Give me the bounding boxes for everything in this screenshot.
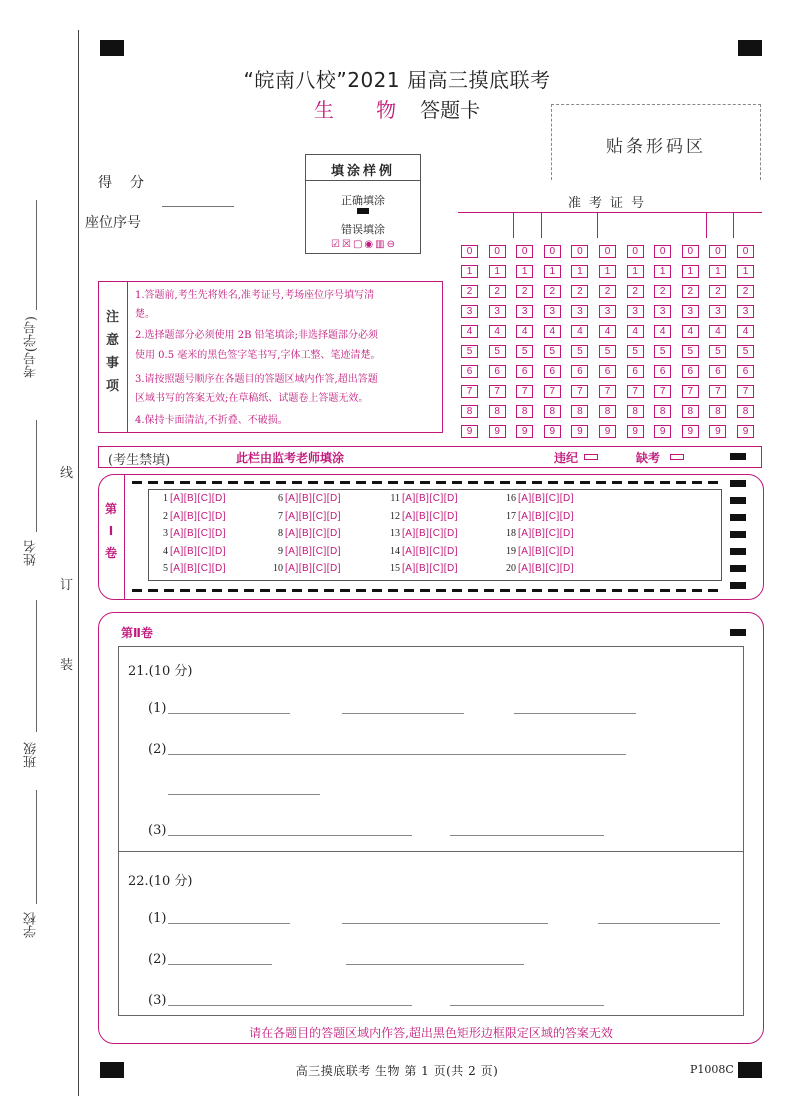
q22-part-1-label: (1) <box>148 911 167 926</box>
exam-number-bubble[interactable]: 7 <box>627 385 644 398</box>
exam-number-bubble[interactable]: 1 <box>709 265 726 278</box>
exam-number-bubble[interactable]: 8 <box>516 405 533 418</box>
question-number: 18 <box>506 528 516 539</box>
margin-exam-no-label: 考号(学号) <box>24 316 39 379</box>
exam-number-bubble[interactable]: 6 <box>599 365 616 378</box>
answer-options[interactable]: [A][B][C][D] <box>170 545 227 557</box>
exam-number-bubble[interactable]: 6 <box>654 365 671 378</box>
exam-number-bubble[interactable]: 2 <box>544 285 561 298</box>
exam-number-bubble[interactable]: 2 <box>599 285 616 298</box>
question-number: 16 <box>506 493 516 504</box>
subject-name: 生 物 <box>313 98 415 122</box>
exam-number-bubble[interactable]: 6 <box>627 365 644 378</box>
q21-part-1-label: (1) <box>148 701 167 716</box>
exam-number-bubble[interactable]: 1 <box>654 265 671 278</box>
question-number: 17 <box>506 510 516 522</box>
violation-checkbox[interactable] <box>584 454 598 460</box>
exam-number-bubble[interactable]: 9 <box>544 425 561 438</box>
fill-sample-title: 填涂样例 <box>330 164 395 179</box>
exam-number-bubble[interactable]: 7 <box>654 385 671 398</box>
exam-number-bubble[interactable]: 4 <box>654 325 671 338</box>
answer-options[interactable]: [A][B][C][D] <box>518 545 575 557</box>
exam-number-bubble[interactable]: 5 <box>654 345 671 358</box>
section-1-label: 第Ⅰ卷 <box>104 502 117 560</box>
question-number: 3 <box>163 528 168 539</box>
choice-question[interactable] <box>269 511 341 522</box>
fill-sample-divider <box>305 180 421 181</box>
note-line: 楚。 <box>135 309 155 320</box>
question-21-title: 21.(10 分) <box>128 664 193 679</box>
timing-dash-row-bottom <box>132 589 720 592</box>
exam-number-bubble[interactable]: 2 <box>709 285 726 298</box>
choice-question[interactable] <box>269 528 341 539</box>
exam-number-bubble[interactable]: 8 <box>599 405 616 418</box>
exam-number-bubble[interactable]: 8 <box>654 405 671 418</box>
choice-question[interactable] <box>154 563 226 574</box>
exam-number-bubble[interactable]: 3 <box>544 305 561 318</box>
exam-number-bubble[interactable]: 1 <box>544 265 561 278</box>
timing-mark <box>730 531 746 538</box>
exam-number-bubble[interactable]: 3 <box>571 305 588 318</box>
exam-number-bubble[interactable]: 4 <box>489 325 506 338</box>
q21-answer-line[interactable] <box>514 713 636 714</box>
question-number: 8 <box>278 528 283 539</box>
q21-answer-line[interactable] <box>168 835 412 836</box>
answer-options[interactable]: [A][B][C][D] <box>402 563 459 574</box>
timing-mark <box>730 514 746 521</box>
exam-number-bubble[interactable]: 9 <box>489 425 506 438</box>
choice-question[interactable] <box>154 528 226 539</box>
choice-question[interactable] <box>386 528 458 539</box>
question-number: 10 <box>273 563 283 574</box>
answer-options[interactable]: [A][B][C][D] <box>170 563 227 574</box>
exam-number-bubble[interactable]: 0 <box>654 245 671 258</box>
exam-number-bubble[interactable]: 2 <box>516 285 533 298</box>
q22-part-2-label: (2) <box>148 952 167 967</box>
margin-exam-no-field[interactable] <box>36 200 37 310</box>
notes-heading: 注意事项 <box>106 310 120 394</box>
exam-number-bubble[interactable]: 4 <box>461 325 478 338</box>
q22-part-3-label: (3) <box>148 993 167 1008</box>
q22-answer-line[interactable] <box>168 964 272 965</box>
exam-number-bubble[interactable]: 0 <box>571 245 588 258</box>
exam-number-bubble[interactable]: 9 <box>709 425 726 438</box>
note-line: 使用 0.5 毫米的黑色签字笔书写,字体工整、笔迹清楚。 <box>135 350 381 361</box>
note-line: 1.答题前,考生先将姓名,准考证号,考场座位序号填写清 <box>135 290 375 301</box>
answer-options[interactable]: [A][B][C][D] <box>402 528 459 539</box>
exam-number-bubble[interactable]: 8 <box>737 405 754 418</box>
question-number: 13 <box>390 528 400 539</box>
choice-question[interactable] <box>502 563 574 574</box>
answer-options[interactable]: [A][B][C][D] <box>518 510 575 522</box>
q22-answer-line[interactable] <box>598 923 720 924</box>
question-number: 2 <box>163 510 168 522</box>
note-line: 2.选择题部分必须使用 2B 铅笔填涂;非选择题部分必须 <box>135 330 378 341</box>
exam-number-bubble[interactable]: 3 <box>516 305 533 318</box>
exam-number-bubble[interactable]: 7 <box>737 385 754 398</box>
proctor-no-fill-label: (考生禁填) <box>108 453 171 468</box>
answer-options[interactable]: [A][B][C][D] <box>170 510 227 522</box>
q21-answer-line[interactable] <box>168 794 320 795</box>
violation-label: 违纪 <box>554 451 579 465</box>
exam-number-bubble[interactable]: 8 <box>544 405 561 418</box>
proctor-bar <box>98 446 762 468</box>
question-number: 11 <box>390 493 400 504</box>
correct-fill-label: 正确填涂 <box>341 194 385 207</box>
q21-answer-line[interactable] <box>168 713 290 714</box>
question-number: 7 <box>278 510 283 522</box>
exam-number-bubble[interactable]: 9 <box>654 425 671 438</box>
exam-number-bubble[interactable]: 2 <box>627 285 644 298</box>
exam-number-bubble[interactable]: 5 <box>516 345 533 358</box>
answer-options[interactable]: [A][B][C][D] <box>285 563 342 574</box>
question-number: 19 <box>506 545 516 557</box>
exam-number-bubble[interactable]: 7 <box>544 385 561 398</box>
exam-number-bubble[interactable]: 2 <box>654 285 671 298</box>
exam-number-bubble[interactable]: 8 <box>571 405 588 418</box>
question-number: 4 <box>163 545 168 557</box>
exam-number-bubble[interactable]: 6 <box>682 365 699 378</box>
q22-answer-line[interactable] <box>346 964 524 965</box>
exam-number-bubble[interactable]: 9 <box>516 425 533 438</box>
exam-number-bubble[interactable]: 0 <box>544 245 561 258</box>
q22-answer-line[interactable] <box>342 923 548 924</box>
answer-options[interactable]: [A][B][C][D] <box>285 493 342 504</box>
exam-number-bubble[interactable]: 6 <box>544 365 561 378</box>
exam-number-bubble[interactable]: 7 <box>709 385 726 398</box>
exam-number-bubble[interactable]: 4 <box>599 325 616 338</box>
exam-number-bubble[interactable]: 0 <box>461 245 478 258</box>
registration-mark-top-right <box>738 40 762 56</box>
margin-bind-char: 订 <box>60 578 74 593</box>
exam-number-bubble[interactable]: 2 <box>571 285 588 298</box>
timing-mark <box>730 480 746 487</box>
exam-number-bubble[interactable]: 6 <box>461 365 478 378</box>
exam-number-bubble[interactable]: 5 <box>489 345 506 358</box>
choice-question[interactable] <box>386 563 458 574</box>
answer-options[interactable]: [A][B][C][D] <box>285 545 342 557</box>
binding-line <box>78 30 79 1096</box>
exam-number-bubble[interactable]: 8 <box>489 405 506 418</box>
exam-number-bubble[interactable]: 4 <box>627 325 644 338</box>
exam-number-bubble[interactable]: 1 <box>682 265 699 278</box>
exam-number-bubble[interactable]: 0 <box>599 245 616 258</box>
exam-number-bubble[interactable]: 3 <box>682 305 699 318</box>
question-number: 20 <box>506 563 516 574</box>
barcode-label: 贴条形码区 <box>606 137 706 157</box>
choice-question[interactable] <box>386 546 458 557</box>
exam-number-bubble[interactable]: 6 <box>709 365 726 378</box>
exam-number-bubble[interactable]: 4 <box>709 325 726 338</box>
answer-area-warning: 请在各题目的答题区域内作答,超出黑色矩形边框限定区域的答案无效 <box>249 1026 613 1040</box>
choice-question[interactable] <box>154 493 226 504</box>
question-number: 14 <box>390 545 400 557</box>
timing-mark <box>730 497 746 504</box>
question-number: 15 <box>390 563 400 574</box>
absent-checkbox[interactable] <box>670 454 684 460</box>
exam-number-bubble[interactable]: 3 <box>489 305 506 318</box>
exam-number-bubble[interactable]: 3 <box>627 305 644 318</box>
answer-options[interactable]: [A][B][C][D] <box>170 528 227 539</box>
answer-options[interactable]: [A][B][C][D] <box>285 528 342 539</box>
exam-number-bubble[interactable]: 9 <box>599 425 616 438</box>
exam-number-bubble[interactable]: 3 <box>737 305 754 318</box>
exam-number-bubble[interactable]: 6 <box>571 365 588 378</box>
exam-number-bubble[interactable]: 7 <box>571 385 588 398</box>
wrong-fill-marks: ☑☒▢◉▥⊖ <box>331 239 397 250</box>
answer-options[interactable]: [A][B][C][D] <box>518 528 575 539</box>
margin-school-field[interactable] <box>36 790 37 904</box>
question-number: 12 <box>390 510 400 522</box>
exam-number-bubble[interactable]: 9 <box>461 425 478 438</box>
exam-number-bubble[interactable]: 1 <box>461 265 478 278</box>
exam-number-bubble[interactable]: 8 <box>627 405 644 418</box>
exam-number-bubble[interactable]: 7 <box>682 385 699 398</box>
exam-number-bubble[interactable]: 5 <box>599 345 616 358</box>
exam-number-topline <box>458 212 762 213</box>
correct-fill-mark <box>357 208 369 214</box>
choice-question[interactable] <box>502 528 574 539</box>
exam-number-bubble[interactable]: 0 <box>489 245 506 258</box>
exam-number-bubble[interactable]: 1 <box>737 265 754 278</box>
exam-number-bubble[interactable]: 4 <box>737 325 754 338</box>
choice-question[interactable] <box>269 493 341 504</box>
answer-options[interactable]: [A][B][C][D] <box>285 510 342 522</box>
score-label: 得分 <box>98 175 162 191</box>
exam-number-bubble[interactable]: 7 <box>461 385 478 398</box>
exam-number-column-divider <box>597 212 598 238</box>
exam-number-bubble[interactable]: 4 <box>544 325 561 338</box>
margin-name-field[interactable] <box>36 420 37 532</box>
seat-number-field[interactable] <box>162 206 234 207</box>
exam-number-bubble[interactable]: 9 <box>682 425 699 438</box>
exam-number-bubble[interactable]: 7 <box>516 385 533 398</box>
exam-number-bubble[interactable]: 6 <box>516 365 533 378</box>
exam-number-title: 准考证号 <box>567 196 652 211</box>
answer-options[interactable]: [A][B][C][D] <box>518 493 575 504</box>
q21-answer-line[interactable] <box>450 835 604 836</box>
timing-mark <box>730 582 746 589</box>
q21-part-3-label: (3) <box>148 823 167 838</box>
wrong-fill-label: 错误填涂 <box>341 223 385 236</box>
exam-number-bubble[interactable]: 0 <box>709 245 726 258</box>
choice-question[interactable] <box>154 546 226 557</box>
page-footer: 高三摸底联考 生物 第 1 页(共 2 页) <box>295 1064 499 1078</box>
registration-mark-top-left <box>100 40 124 56</box>
exam-number-bubble[interactable]: 3 <box>599 305 616 318</box>
exam-number-bubble[interactable]: 5 <box>709 345 726 358</box>
exam-number-bubble[interactable]: 3 <box>654 305 671 318</box>
choice-question[interactable] <box>502 493 574 504</box>
exam-number-bubble[interactable]: 6 <box>737 365 754 378</box>
exam-number-bubble[interactable]: 3 <box>461 305 478 318</box>
exam-number-bubble[interactable]: 0 <box>737 245 754 258</box>
card-label: 答题卡 <box>420 98 481 122</box>
choice-question[interactable] <box>386 493 458 504</box>
question-number: 6 <box>278 493 283 504</box>
exam-number-bubble[interactable]: 9 <box>737 425 754 438</box>
exam-number-bubble[interactable]: 5 <box>682 345 699 358</box>
margin-class-label: 班级 <box>24 742 39 768</box>
exam-number-column-divider <box>541 212 542 238</box>
exam-number-bubble[interactable]: 5 <box>461 345 478 358</box>
timing-mark <box>730 453 746 460</box>
exam-number-bubble[interactable]: 0 <box>682 245 699 258</box>
timing-dash-row-top <box>132 481 720 484</box>
exam-number-bubble[interactable]: 5 <box>544 345 561 358</box>
exam-number-bubble[interactable]: 2 <box>461 285 478 298</box>
exam-number-bubble[interactable]: 5 <box>627 345 644 358</box>
answer-options[interactable]: [A][B][C][D] <box>170 493 227 504</box>
question-number: 9 <box>278 545 283 557</box>
question-21-area <box>118 646 744 852</box>
q22-answer-line[interactable] <box>168 1005 412 1006</box>
answer-options[interactable]: [A][B][C][D] <box>402 545 459 557</box>
choice-question[interactable] <box>502 511 574 522</box>
timing-mark <box>730 548 746 555</box>
absent-label: 缺考 <box>636 451 661 465</box>
margin-school-label: 学校 <box>24 912 39 938</box>
q22-answer-line[interactable] <box>168 923 290 924</box>
exam-number-bubble[interactable]: 4 <box>682 325 699 338</box>
exam-number-bubble[interactable]: 1 <box>599 265 616 278</box>
seat-number-label: 座位序号 <box>85 215 141 231</box>
note-line: 3.请按照题号顺序在各题目的答题区域内作答,超出答题 <box>135 374 378 385</box>
margin-name-label: 姓名 <box>24 540 39 566</box>
choice-question[interactable] <box>502 546 574 557</box>
exam-number-bubble[interactable]: 5 <box>571 345 588 358</box>
section-2-label: 第Ⅱ卷 <box>121 626 153 640</box>
exam-number-column-divider <box>706 212 707 238</box>
exam-number-bubble[interactable]: 4 <box>516 325 533 338</box>
exam-number-bubble[interactable]: 1 <box>627 265 644 278</box>
exam-number-bubble[interactable]: 2 <box>682 285 699 298</box>
question-number: 1 <box>163 493 168 504</box>
question-number: 5 <box>163 563 168 574</box>
margin-line-char: 线 <box>60 466 74 481</box>
answer-options[interactable]: [A][B][C][D] <box>402 510 459 522</box>
note-line: 区域书写的答案无效;在草稿纸、试题卷上答题无效。 <box>135 393 369 404</box>
exam-number-bubble[interactable]: 7 <box>599 385 616 398</box>
exam-number-bubble[interactable]: 9 <box>571 425 588 438</box>
exam-number-bubble[interactable]: 8 <box>461 405 478 418</box>
exam-number-bubble[interactable]: 8 <box>682 405 699 418</box>
exam-number-bubble[interactable]: 1 <box>571 265 588 278</box>
sheet-code: P1008C <box>690 1063 734 1076</box>
timing-mark <box>730 565 746 572</box>
choice-question[interactable] <box>386 511 458 522</box>
question-22-title: 22.(10 分) <box>128 874 193 889</box>
exam-number-bubble[interactable]: 6 <box>489 365 506 378</box>
question-22-area <box>118 852 744 1016</box>
note-line: 4.保持卡面清洁,不折叠、不破损。 <box>135 415 288 426</box>
exam-number-column-divider <box>513 212 514 238</box>
exam-number-column-divider <box>733 212 734 238</box>
exam-number-bubble[interactable]: 2 <box>737 285 754 298</box>
answer-options[interactable]: [A][B][C][D] <box>518 563 575 574</box>
exam-number-bubble[interactable]: 7 <box>489 385 506 398</box>
exam-number-bubble[interactable]: 9 <box>627 425 644 438</box>
section-1-divider <box>124 474 125 600</box>
q22-answer-line[interactable] <box>450 1005 604 1006</box>
exam-number-bubble[interactable]: 1 <box>489 265 506 278</box>
exam-number-bubble[interactable]: 2 <box>489 285 506 298</box>
q21-part-2-label: (2) <box>148 742 167 757</box>
answer-options[interactable]: [A][B][C][D] <box>402 493 459 504</box>
choice-question[interactable] <box>154 511 226 522</box>
exam-title: “皖南八校”2021 届高三摸底联考 <box>243 68 551 92</box>
proctor-instruction: 此栏由监考老师填涂 <box>236 451 345 465</box>
q21-answer-line[interactable] <box>168 754 626 755</box>
q21-answer-line[interactable] <box>342 713 464 714</box>
choice-question[interactable] <box>269 563 341 574</box>
margin-pack-char: 装 <box>60 658 74 673</box>
exam-number-bubble[interactable]: 4 <box>571 325 588 338</box>
exam-number-bubble[interactable]: 0 <box>516 245 533 258</box>
timing-mark <box>730 629 746 636</box>
exam-number-bubble[interactable]: 5 <box>737 345 754 358</box>
exam-number-bubble[interactable]: 3 <box>709 305 726 318</box>
choice-question[interactable] <box>269 546 341 557</box>
exam-number-bubble[interactable]: 0 <box>627 245 644 258</box>
exam-number-bubble[interactable]: 8 <box>709 405 726 418</box>
exam-number-bubble[interactable]: 1 <box>516 265 533 278</box>
margin-class-field[interactable] <box>36 600 37 732</box>
